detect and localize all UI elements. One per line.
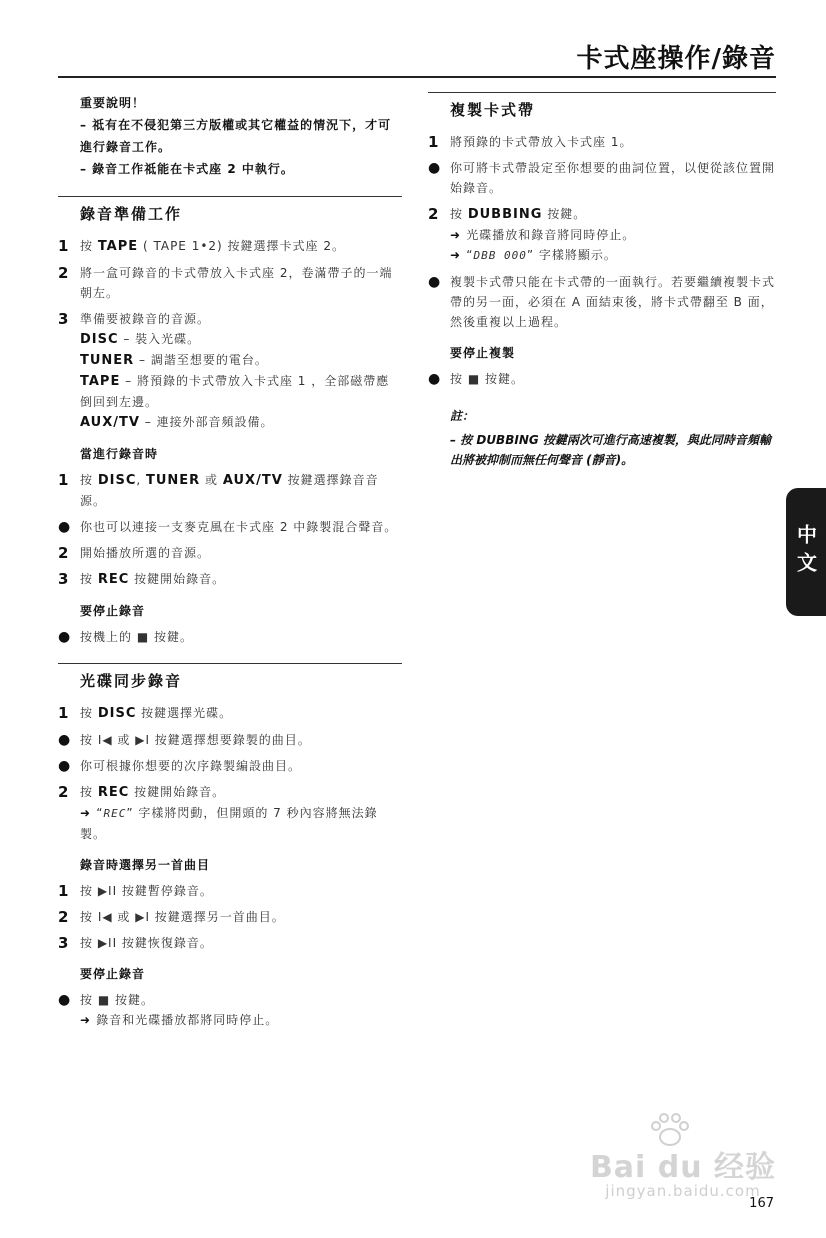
subsection-title: 要停止錄音 (80, 967, 146, 981)
section-title: 錄音準備工作 (58, 196, 402, 224)
tape-key-label: TAPE (97, 239, 139, 254)
step-number: 2 (58, 908, 70, 926)
page-title: 卡式座操作/錄音 (576, 44, 776, 74)
arrow-right-icon: ➜ (450, 228, 467, 242)
watermark (588, 1112, 778, 1204)
source-tuner: TUNER – 調諧至想要的電台。 (80, 353, 268, 368)
track-step-1: 1 按 ▶II 按鍵暫停錄音。 (58, 882, 213, 900)
when-step-3: 3 按 REC 按鍵開始錄音。 (58, 570, 226, 588)
bullet-icon: ● (58, 519, 72, 535)
step-number: 1 (58, 704, 70, 722)
step-number: 2 (428, 205, 440, 223)
bullet-icon: ● (58, 758, 72, 774)
bullet-item: ● 你可將卡式帶設定至你想要的曲詞位置，以便從該位置開始錄音。 (428, 160, 776, 195)
bullet-item: ● 按 I◀ 或 ▶I 按鍵選擇想要錄製的曲目。 (58, 732, 311, 748)
page-header (58, 30, 776, 78)
step-1: 1 按 DISC 按鍵選擇光碟。 (58, 704, 233, 722)
bullet-icon: ● (428, 160, 442, 176)
track-step-2: 2 按 I◀ 或 ▶I 按鍵選擇另一首曲目。 (58, 908, 285, 926)
source-aux: AUX/TV – 連接外部音頻設備。 (80, 415, 274, 430)
section-cd-sync-recording (58, 663, 402, 1030)
notice-title: 重要說明！ (80, 96, 146, 110)
bullet-icon: ● (58, 629, 72, 645)
notice-line-2: – 錄音工作祗能在卡式座 2 中執行。 (80, 162, 294, 176)
when-step-1: 1 按 DISC, TUNER 或 AUX/TV 按鍵選擇錄音音源。 (58, 471, 379, 508)
bullet-item: ● 複製卡式帶只能在卡式帶的一面執行。若要繼續複製卡式帶的另一面，必須在 A 面結束後，將卡式帶翻至 B 面，然後重複以上過程。 (428, 274, 776, 329)
notice-line-1: – 祗有在不侵犯第三方版權或其它權益的情況下，才可進行錄音工作。 (80, 118, 392, 154)
arrow-right-icon: ➜ (450, 248, 467, 262)
step-number: 1 (58, 471, 70, 489)
bullet-icon: ● (428, 371, 442, 387)
step-2: 2 按 REC 按鍵開始錄音。 ➜ “REC” 字樣將閃動，但開頭的 7 秒內容將無法錄製。 (58, 782, 402, 844)
page-number: 167 (749, 1196, 774, 1211)
result-line: ➜ “REC” 字樣將閃動，但開頭的 7 秒內容將無法錄製。 (80, 806, 378, 841)
step-number: 2 (58, 544, 70, 562)
result-line: ➜ 錄音和光碟播放都將同時停止。 (80, 1013, 279, 1027)
track-step-3: 3 按 ▶II 按鍵恢復錄音。 (58, 934, 213, 952)
section-recording-prep (58, 196, 402, 647)
bullet-item: ● 你可根據你想要的次序錄製編設曲目。 (58, 758, 302, 774)
note-heading: 註： (450, 409, 475, 423)
result-line: ➜ “DBB 000” 字樣將顯示。 (450, 248, 617, 262)
note-text: – 按 DUBBING 按鍵兩次可進行高速複製，與此同時音頻輸出將被抑制而無任何聲音 (靜音)。 (450, 433, 771, 467)
step-number: 3 (58, 570, 70, 588)
step-number: 3 (58, 934, 70, 952)
step-1: 1 將預錄的卡式帶放入卡式座 1。 (428, 133, 633, 151)
bullet-item: ● 你也可以連接一支麥克風在卡式座 2 中錄製混合聲音。 (58, 519, 398, 535)
step-2: 2 將一盒可錄音的卡式帶放入卡式座 2，卷滿帶子的一端朝左。 (58, 264, 393, 300)
subsection-title: 當進行錄音時 (80, 447, 159, 461)
subsection-title: 要停止錄音 (80, 604, 146, 618)
step-number: 1 (58, 882, 70, 900)
watermark-url: jingyan.baidu.com (605, 1182, 761, 1200)
section-title: 光碟同步錄音 (58, 663, 402, 691)
watermark-brand: Bai du 经验 (589, 1150, 777, 1185)
subsection-title: 錄音時選擇另一首曲目 (80, 858, 211, 872)
bullet-icon: ● (58, 992, 72, 1008)
right-column (428, 92, 776, 470)
arrow-right-icon: ➜ (80, 1013, 97, 1027)
step-2: 2 按 DUBBING 按鍵。 ➜ 光碟播放和錄音將同時停止。 ➜ “DBB 000” 字樣將顯示。 (428, 204, 776, 266)
step-3: 3 準備要被錄音的音源。 DISC – 裝入光碟。 TUNER – 調諧至想要的電台。 TAPE – 將預錄的卡式帶放入卡式座 1 ，全部磁帶應倒回到左邊。 AUX/TV – 連接外部音頻設備。 (58, 309, 402, 433)
language-tab-label: 中文 (793, 524, 818, 580)
step-number: 1 (58, 237, 70, 255)
display-text: DBB 000 (473, 249, 527, 262)
step-1: 1 按 TAPE ( TAPE 1•2) 按鍵選擇卡式座 2。 (58, 237, 346, 255)
bullet-item: ● 按機上的 ■ 按鍵。 (58, 629, 193, 645)
display-text: REC (103, 807, 127, 820)
result-line: ➜ 光碟播放和錄音將同時停止。 (450, 228, 636, 242)
subsection-title: 要停止複製 (450, 346, 516, 360)
section-tape-dubbing (428, 92, 776, 470)
bullet-icon: ● (58, 732, 72, 748)
step-number: 2 (58, 783, 70, 801)
step-number: 3 (58, 310, 70, 328)
step-number: 1 (428, 133, 440, 151)
bullet-icon: ● (428, 274, 442, 290)
bullet-item: ● 按 ■ 按鍵。 (428, 371, 524, 387)
source-disc: DISC – 裝入光碟。 (80, 332, 201, 347)
language-tab (786, 488, 826, 616)
when-step-2: 2 開始播放所選的音源。 (58, 544, 211, 562)
source-tape: TAPE – 將預錄的卡式帶放入卡式座 1 ，全部磁帶應倒回到左邊。 (80, 374, 390, 409)
step-number: 2 (58, 264, 70, 282)
bullet-item: ● 按 ■ 按鍵。 ➜ 錄音和光碟播放都將同時停止。 (58, 990, 402, 1030)
arrow-right-icon: ➜ (80, 806, 97, 820)
section-title: 複製卡式帶 (428, 92, 776, 120)
left-column (58, 92, 402, 1036)
important-notice (58, 92, 402, 180)
